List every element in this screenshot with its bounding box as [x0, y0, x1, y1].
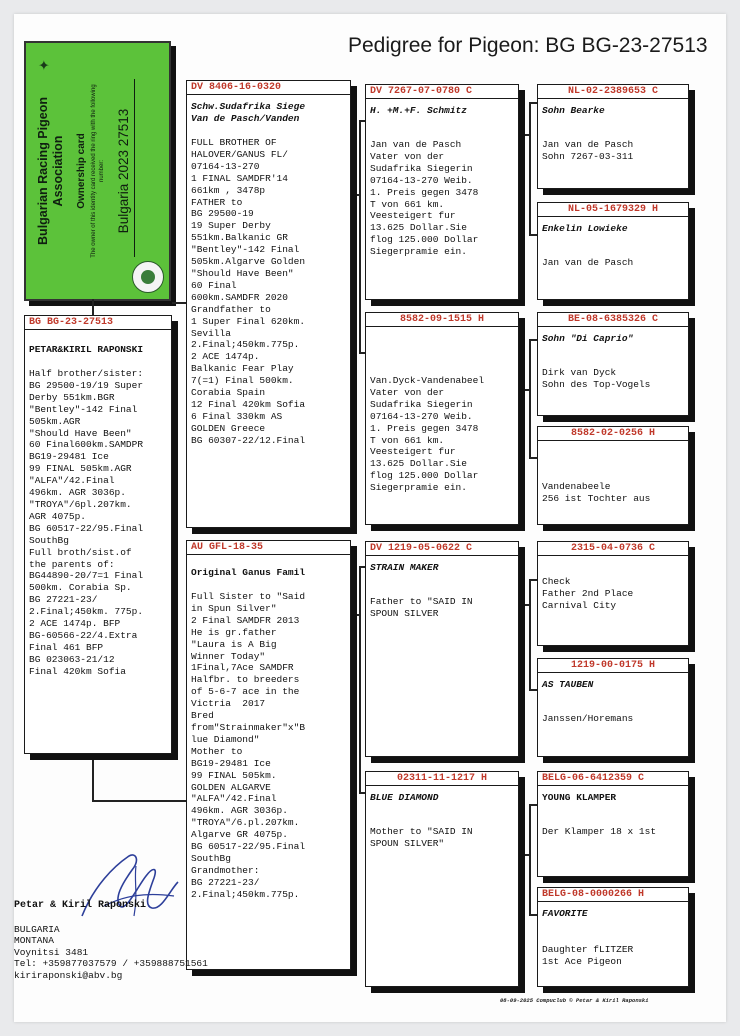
pedigree-page [14, 14, 726, 1022]
pigeon-text-sss: Jan van de Pasch Sohn 7267-03-311 [542, 139, 634, 162]
connector-ss-branch [519, 134, 529, 136]
connector-dd-vertical [529, 804, 531, 914]
pigeon-name-ddd: FAVORITE [542, 908, 588, 919]
card-ring-number: Bulgaria 2023 27513 [115, 108, 131, 234]
pigeon-ring-ssd: NL-05-1679329 H [538, 203, 688, 217]
pigeon-box-sdd [537, 426, 689, 525]
pigeon-ring-sire: DV 8406-16-0320 [187, 81, 350, 95]
pigeon-box-sire-dam [365, 312, 519, 525]
owner-town: Voynitsi 3481 [14, 946, 89, 958]
connector-dd-bottom [529, 914, 537, 916]
connector-ss-top [529, 102, 537, 104]
pigeon-ring-dam-sire: DV 1219-05-0622 C [366, 542, 518, 556]
pigeon-text-sire-dam: Van.Dyck-Vandenabeel Vater von der Sudafrika Siegerin 07164-13-270 Weib. 1. Preis gegen 3478 T von 661 km. Veesteigert fur 13.625 Dollar.Sie flog 125.000 Dollar Siegerpramie ein. [370, 375, 485, 494]
pigeon-icon: ✦ [35, 59, 52, 71]
connector-ds-branch [519, 604, 529, 606]
pigeon-ring-dam: AU GFL-18-35 [187, 541, 350, 555]
pigeon-ring-sds: BE-08-6385326 C [538, 313, 688, 327]
owner-info [14, 900, 208, 981]
owner-email: kiriraponski@abv.bg [14, 969, 123, 981]
pigeon-name-sire-sire: H. +M.+F. Schmitz [370, 105, 467, 116]
page-title: Pedigree for Pigeon: BG BG-23-27513 [348, 34, 708, 57]
card-title: Ownership card [75, 133, 87, 209]
pigeon-box-sds [537, 312, 689, 416]
association-logo-icon [132, 261, 164, 293]
pigeon-box-subject [24, 315, 172, 754]
pigeon-box-sss [537, 84, 689, 189]
pigeon-name-sss: Sohn Bearke [542, 105, 605, 116]
pigeon-name-dds: YOUNG KLAMPER [542, 792, 617, 803]
pigeon-text-sds: Dirk van Dyck Sohn des Top-Vogels [542, 367, 651, 390]
pigeon-text-ssd: Jan van de Pasch [542, 257, 634, 268]
pigeon-text-ddd: Daughter fLITZER 1st Ace Pigeon [542, 944, 634, 967]
pigeon-box-dam-sire [365, 541, 519, 757]
connector-sire-vertical [359, 120, 361, 352]
connector-sd-bottom [529, 457, 537, 459]
connector-sd-top [529, 339, 537, 341]
pigeon-text-dam-sire: Father to "SAID IN SPOUN SILVER [370, 596, 473, 619]
pigeon-ring-sdd: 8582-02-0256 H [538, 427, 688, 441]
pigeon-ring-ddd: BELG-08-0000266 H [538, 888, 688, 902]
pigeon-text-sdd: Vandenabeele 256 ist Tochter aus [542, 481, 651, 504]
pigeon-name-dsd: AS TAUBEN [542, 679, 594, 690]
connector-sire-branch [351, 194, 359, 196]
pigeon-ring-sire-dam: 8582-09-1515 H [366, 313, 518, 327]
pigeon-name-sire: Schw.Sudafrika Siege Van de Pasch/Vanden [191, 101, 306, 124]
owner-region: MONTANA [14, 935, 54, 946]
pigeon-box-dsd [537, 658, 689, 757]
pigeon-name-dam: Original Ganus Famil [191, 567, 306, 578]
pigeon-text-dss: Check Father 2nd Place Carnival City [542, 576, 634, 611]
pigeon-box-ddd [537, 887, 689, 987]
connector-sd-branch [519, 389, 529, 391]
pigeon-name-sds: Sohn "Di Caprio" [542, 333, 634, 344]
pigeon-box-dam [186, 540, 351, 970]
pigeon-ring-subject: BG BG-23-27513 [25, 316, 171, 330]
pigeon-box-sire [186, 80, 351, 528]
connector-ds-top [529, 579, 537, 581]
pigeon-box-sire-sire [365, 84, 519, 300]
pigeon-text-dds: Der Klamper 18 x 1st [542, 826, 657, 837]
pigeon-ring-dss: 2315-04-0736 C [538, 542, 688, 556]
ownership-card [24, 41, 171, 301]
connector-ds-bottom [529, 689, 537, 691]
pigeon-text-subject: Half brother/sister: BG 29500-19/19 Super Derby 551km.BGR "Bentley"-142 Final 505km.AGR "Should Have Been" 60 Final600km.SAMDPR BG19-29481 Ice 99 FINAL 505km.AGR "ALFA"/42.Final 496km. AGR 3036p. "TROYA"/6pl.207km. AGR 4075p. BG 60517-22/95.Final SouthBg Full broth/sist.of the parents of: BG44890-20/7=1 Final 500km. Corabia Sp. BG 27221-23/ 2.Final;450km. 775p. 2 ACE 1474p. BFP BG-60566-22/4.Extra Final 461 BFP BG 023063-21/12 Final 420km Sofia [29, 368, 144, 677]
connector-dd-branch [519, 854, 529, 856]
pigeon-box-dam-dam [365, 771, 519, 987]
pigeon-text-sire: FULL BROTHER OF HALOVER/GANUS FL/ 07164-13-270 1 FINAL SAMDFR'14 661km , 3478p FATHER to BG 29500-19 19 Super Derby 551km.Balkanic GR "Bentley"-142 Final 505km.Algarve Golden "Should Have Been" 60 Final 600km.SAMDFR 2020 Grandfather to 1 Super Final 620km. Sevilla 2.Final;450km.775p. 2 ACE 1474p. Balkanic Fear Play 7(=1) Final 500km. Corabia Spain 12 Final 420km Sofia 6 Final 330km AS GOLDEN Greece BG 60307-22/12.Final [191, 137, 306, 446]
pigeon-ring-dds: BELG-06-6412359 C [538, 772, 688, 786]
footer-credit: 08-09-2025 Compuclub © Petar & Kiril Raponski [500, 997, 649, 1004]
connector-dd-top [529, 804, 537, 806]
pigeon-ring-dam-dam: 02311-11-1217 H [366, 772, 518, 786]
pigeon-text-dsd: Janssen/Horemans [542, 713, 634, 724]
pigeon-text-sire-sire: Jan van de Pasch Vater von der Sudafrika Siegerin 07164-13-270 Weib. 1. Preis gegen 3478 T von 661 km. Veesteigert fur 13.625 Dollar.Sie flog 125.000 Dollar Siegerpramie ein. [370, 139, 479, 258]
connector-subject-dam [92, 800, 186, 802]
owner-name: Petar & Kiril Raponski [14, 900, 147, 911]
card-association: Bulgarian Racing Pigeon Association [35, 97, 65, 245]
pigeon-name-ssd: Enkelin Lowieke [542, 223, 628, 234]
connector-card-subject [92, 299, 94, 315]
connector-sd-vertical [529, 339, 531, 457]
pigeon-text-dam: Full Sister to "Said in Spun Silver" 2 Final SAMDFR 2013 He is gr.father "Laura is A Big Winner Today" 1Final,7Ace SAMDFR Halfbr. to breeders of 5-6-7 ace in the Victria 2017 Bred from"Strainmaker"x"B lue Diamond" Mother to BG19-29481 Ice 99 FINAL 505km. GOLDEN ALGARVE "ALFA"/42.Final 496km. AGR 3036p. "TROYA"/6.pl.207km. Algarve GR 4075p. BG 60517-22/95.Final SouthBg Grandmother: BG 27221-23/ 2.Final;450km.775p. [191, 591, 306, 900]
connector-subject-sire [172, 302, 186, 304]
pigeon-name-dam-dam: BLUE DIAMOND [370, 792, 439, 803]
pigeon-box-ssd [537, 202, 689, 300]
owner-country: BULGARIA [14, 923, 60, 935]
pigeon-name-dam-sire: STRAIN MAKER [370, 562, 439, 573]
pigeon-ring-sss: NL-02-2389653 C [538, 85, 688, 99]
pigeon-ring-dsd: 1219-00-0175 H [538, 659, 688, 673]
owner-phone: Tel: +359877037579 / +359888751561 [14, 958, 208, 969]
connector-ss-bottom [529, 234, 537, 236]
connector-subject-branch [92, 754, 94, 800]
connector-ds-vertical [529, 579, 531, 689]
connector-ss-vertical [529, 102, 531, 234]
pigeon-name-subject: PETAR&KIRIL RAPONSKI [29, 344, 144, 355]
pigeon-box-dss [537, 541, 689, 646]
connector-dam-branch [351, 614, 359, 616]
pigeon-ring-sire-sire: DV 7267-07-0780 C [366, 85, 518, 99]
connector-dam-vertical [359, 566, 361, 792]
ownership-card-content [28, 45, 168, 297]
pigeon-box-dds [537, 771, 689, 877]
card-underline [134, 79, 135, 257]
card-description: The owner of this identity card received the ring with the following number: [90, 84, 105, 258]
pigeon-text-dam-dam: Mother to "SAID IN SPOUN SILVER" [370, 826, 473, 849]
